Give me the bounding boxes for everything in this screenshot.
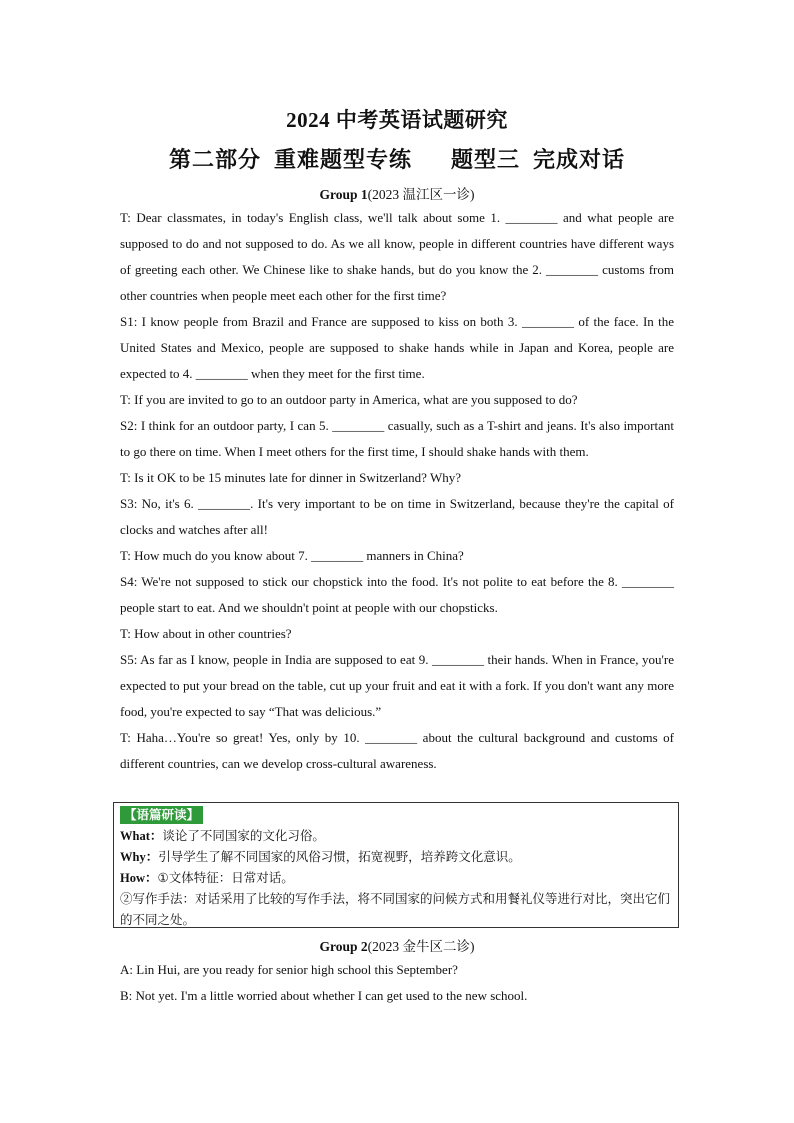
group2-label: Group 2	[319, 939, 368, 954]
dialogue-line: S3: No, it's 6. ________. It's very important to be on time in Switzerland, because they're the capital of clocks and watches after all!	[120, 496, 674, 537]
dialogue-line: T: How much do you know about 7. ________ manners in China?	[120, 548, 464, 563]
how-text-2: ②写作手法：对话采用了比较的写作手法，将不同国家的问候方式和用餐礼仪等进行对比，突出它们的不同之处。	[120, 892, 671, 927]
analysis-box	[113, 802, 679, 928]
dialogue-line: T: How about in other countries?	[120, 626, 292, 641]
dialogue-line: S5: As far as I know, people in India are supposed to eat 9. ________ their hands. When in France, you're expected to put your bread on the table, cut up your fruit and eat it with a fork. If you don't want any more food, you're expected to say “That was delicious.”	[120, 652, 674, 719]
group2-heading	[0, 935, 794, 955]
section-subtitle: 第二部分 重难题型专练 题型三 完成对话	[168, 147, 625, 172]
group1-label: Group 1	[319, 187, 368, 202]
dialogue-line: S4: We're not supposed to stick our chopstick into the food. It's not polite to eat before the 8. ________ people start to eat. And we shouldn't point at people with our chopsticks.	[120, 574, 674, 615]
what-label: What：	[120, 829, 163, 843]
group1-heading	[0, 183, 794, 203]
why-text: 引导学生了解不同国家的风俗习惯，拓宽视野，培养跨文化意识。	[158, 850, 521, 864]
page-title: 2024 中考英语试题研究	[286, 108, 508, 132]
what-text: 谈论了不同国家的文化习俗。	[162, 829, 325, 843]
dialogue-line: S2: I think for an outdoor party, I can 5. ________ casually, such as a T-shirt and jeans. It's also important to go there on time. When I meet others for the first time, I should shake hands with them.	[120, 418, 674, 459]
how-text: ①文体特征：日常对话。	[157, 871, 294, 885]
why-label: Why：	[120, 850, 159, 864]
analysis-tag: 【语篇研读】	[120, 806, 203, 824]
dialogue-line: B: Not yet. I'm a little worried about whether I can get used to the new school.	[120, 988, 528, 1003]
group1-source: (2023 温江区一诊)	[367, 187, 475, 202]
dialogue-line: T: Is it OK to be 15 minutes late for dinner in Switzerland? Why?	[120, 470, 462, 485]
group2-source: (2023 金牛区二诊)	[367, 939, 475, 954]
dialogue-line: T: If you are invited to go to an outdoor party in America, what are you supposed to do?	[120, 392, 578, 407]
group1-dialogue	[120, 205, 674, 777]
dialogue-line: A: Lin Hui, are you ready for senior high school this September?	[120, 962, 458, 977]
group2-dialogue	[120, 957, 674, 1009]
dialogue-line: T: Dear classmates, in today's English class, we'll talk about some 1. ________ and what people are supposed to do and not supposed to do. As we all know, people in different countries have different ways of greeting each other. We Chinese like to shake hands, but do you know the 2. ________ customs from other countries when people meet each other for the first time?	[120, 210, 674, 303]
dialogue-line: S1: I know people from Brazil and France are supposed to kiss on both 3. ________ of the face. In the United States and Mexico, people are supposed to shake hands while in Japan and Korea, people are expected to 4. ________ when they meet for the first time.	[120, 314, 674, 381]
how-label: How：	[120, 871, 158, 885]
dialogue-line: T: Haha…You're so great! Yes, only by 10. ________ about the cultural background and customs of different countries, can we develop cross-cultural awareness.	[120, 730, 674, 771]
